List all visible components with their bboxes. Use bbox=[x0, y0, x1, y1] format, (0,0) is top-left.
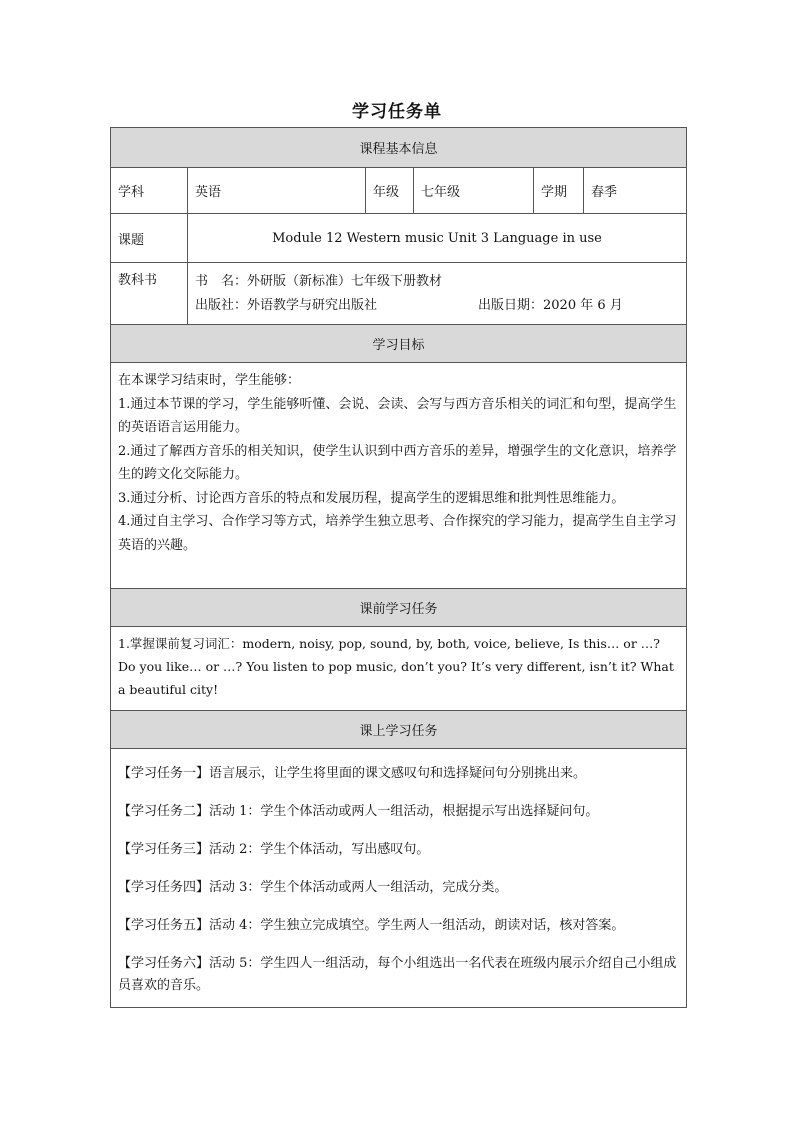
section-header-pre-class: 课前学习任务 bbox=[111, 589, 686, 627]
in-class-tasks-block bbox=[111, 749, 686, 1007]
objectives-block bbox=[111, 363, 686, 589]
topic-label: 课题 bbox=[111, 214, 188, 262]
objective-intro: 在本课学习结束时，学生能够： bbox=[118, 373, 301, 388]
textbook-publisher-line bbox=[195, 294, 623, 318]
subject-value: 英语 bbox=[188, 168, 366, 213]
grade-value: 七年级 bbox=[414, 168, 534, 213]
pre-class-task: 1.掌握课前复习词汇：modern, noisy, pop, sound, by, both, voice, believe, Is this… or …? Do you like… or …? You listen to pop music, don’t you? It’s very different, isn’t it? What a beautiful city! bbox=[118, 636, 674, 697]
term-value: 春季 bbox=[591, 185, 618, 200]
textbook-publish-date: 出版日期：2020 年 6 月 bbox=[478, 297, 623, 313]
in-class-task: 【学习任务六】活动 5：学生四人一组活动，每个小组选出一名代表在班级内展示介绍自己小组成员喜欢的音乐。 bbox=[118, 956, 677, 993]
info-row-subject bbox=[111, 168, 686, 214]
info-row-textbook bbox=[111, 263, 686, 325]
topic-value: Module 12 Western music Unit 3 Language in use bbox=[272, 230, 602, 246]
task-sheet-table bbox=[110, 127, 687, 1008]
term-label: 学期 bbox=[534, 168, 584, 213]
in-class-task: 【学习任务五】活动 4：学生独立完成填空。学生两人一组活动，朗读对话，核对答案。 bbox=[118, 918, 625, 933]
textbook-publisher: 出版社：外语教学与研究出版社 bbox=[195, 297, 378, 313]
textbook-title: 书 名：外研版（新标准）七年级下册教材 bbox=[195, 273, 443, 289]
section-header-basic-info: 课程基本信息 bbox=[111, 128, 686, 168]
objective-item: 4.通过自主学习、合作学习等方式，培养学生独立思考、合作探究的学习能力，提高学生自主学习英语的兴趣。 bbox=[118, 514, 677, 553]
section-header-in-class: 课上学习任务 bbox=[111, 711, 686, 749]
grade-label: 年级 bbox=[366, 168, 414, 213]
subject-label: 学科 bbox=[111, 168, 188, 213]
objective-item: 2.通过了解西方音乐的相关知识，使学生认识到中西方音乐的差异，增强学生的文化意识，培养学生的跨文化交际能力。 bbox=[118, 443, 677, 482]
objective-item: 3.通过分析、讨论西方音乐的特点和发展历程，提高学生的逻辑思维和批判性思维能力。 bbox=[118, 490, 625, 506]
in-class-task: 【学习任务二】活动 1：学生个体活动或两人一组活动，根据提示写出选择疑问句。 bbox=[118, 804, 599, 819]
pre-class-block bbox=[111, 627, 686, 711]
section-header-objectives: 学习目标 bbox=[111, 325, 686, 363]
objective-item: 1.通过本节课的学习，学生能够听懂、会说、会读、会写与西方音乐相关的词汇和句型，提高学生的英语语言运用能力。 bbox=[118, 396, 677, 435]
in-class-task: 【学习任务一】语言展示，让学生将里面的课文感叹句和选择疑问句分别挑出来。 bbox=[118, 766, 587, 781]
in-class-task: 【学习任务三】活动 2：学生个体活动，写出感叹句。 bbox=[118, 842, 430, 857]
info-row-topic bbox=[111, 214, 686, 263]
page-title: 学习任务单 bbox=[352, 102, 442, 122]
textbook-label: 教科书 bbox=[111, 263, 188, 324]
textbook-info bbox=[188, 263, 686, 324]
in-class-task: 【学习任务四】活动 3：学生个体活动或两人一组活动，完成分类。 bbox=[118, 880, 508, 895]
